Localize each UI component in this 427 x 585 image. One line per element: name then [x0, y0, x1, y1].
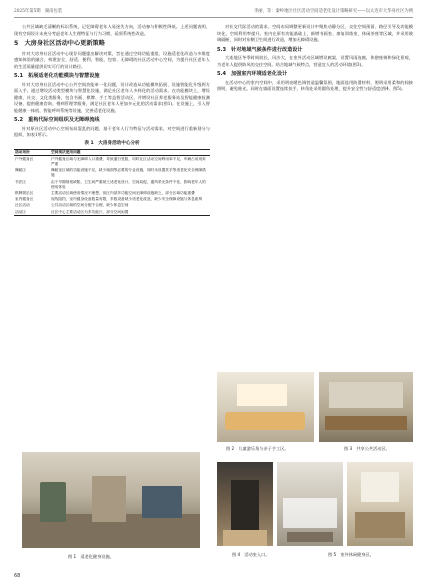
table-cell: 棋牌娱乐区	[15, 190, 34, 195]
body-paragraph: 针对大房身社区活动中心公共空间功能单一化问题，设计改造从功能模块拓展、设施智能化升级两方面入手。通过增设活动类型模块与智慧化设施，满足社区老年人多样化的活动需求。在功能模块上，增设健康、社交、文化类服务，包含书画、棋牌、手工等益智活动区，并增设社区养老服务站及智能健康检测设备，提供健康咨询、慢病管理等服务，满足社区老年人更加多元化的活动需求(图1)。在设施上，引入智能健康一体机、智能呼叫系统等设施，完善适老化设施。	[14, 81, 210, 113]
subsection-heading: 5.1 拓展适老化功能模块与智慧设施	[14, 73, 100, 79]
table-cell: 书法区	[15, 179, 27, 184]
figure-2-photo	[217, 372, 314, 442]
running-title: 李丽，等：秦岭地区社区活动空间适老化设计策略研究——以太连市大华身社区为例	[254, 9, 413, 14]
body-paragraph: 针对大房身社区活动中心现存问题提出解决对策，旨在通过空间功能重组、设施适老化改造与多维度感知体验的融合，构建安全、舒适、便利、智能、包容、无障碍的社区活动中心空间，为提升社区老年人的生活质量提供切实可行的设计路径。	[14, 50, 210, 69]
table-row	[14, 168, 210, 179]
journal-issue: 2025年第5期 湖南包装	[14, 9, 63, 14]
body-paragraph: 大连地区冬季时间较长，风沙大，在室外活动区域增设廊架，设置风雨连廊，休憩座椅和绿化景观，为老年人提供防风的交往空间。结合地域气候特点，营造宜人的活动环境(图3)。	[217, 55, 413, 67]
table-cell: 舞蹈区	[15, 168, 27, 173]
page-number: 68	[14, 573, 21, 579]
table-row	[14, 209, 210, 216]
table-header-cell: 活动场所	[14, 150, 50, 156]
subsection-heading: 5.4 加强室内环境适老化设计	[217, 71, 288, 77]
figure-2-caption: 图 2 儿童游乐角与亲子手工区。	[226, 446, 289, 451]
table-row	[14, 179, 210, 190]
analysis-table	[14, 149, 210, 216]
table-row	[14, 156, 210, 168]
figure-3-photo	[319, 372, 413, 442]
table-cell: 视线阻挡，室内健身设备数量有限，多数设备缺少适老化改造，缺少安全保障设施与休息座椅	[51, 197, 203, 202]
table-header-cell: 空间现状使用问题	[50, 150, 210, 156]
body-paragraph: 在活动中心的室内空间中，采用明亮暖色调营造温馨氛围，地面选用防滑材料，照明采用柔和的间接照明，避免眩光。同时在墙面设置连续扶手，转角处采用圆角处理，提升安全性与舒适度(图4、图5)。	[217, 79, 413, 91]
section-heading: 5 大房身社区活动中心更新策略	[14, 40, 105, 47]
table-cell: 公共活动区域的空间分配不合理，缺少休息空间	[51, 203, 129, 208]
left-column	[14, 24, 210, 216]
table-cell: 户外健身区	[15, 156, 34, 161]
figure-5a-photo	[277, 462, 343, 546]
figure-5b-photo	[347, 462, 413, 546]
table-cell: 由于早期规划缺陷，卫生间严重缺乏适老化设计，空间局促，通风采光条件不佳，影响老年人的使用体验	[51, 179, 206, 189]
running-header	[14, 7, 413, 18]
table-caption: 表 1 大房身活动中心分析	[84, 140, 140, 146]
figure-5-caption: 图 5 室外休闲健身区。	[328, 552, 374, 557]
figure-4-photo	[217, 462, 273, 546]
table-cell: 社区中心主要活动区为多功能厅，部分空间闲置	[50, 209, 210, 216]
subsection-heading: 5.3 针对地域气候条件进行改造设计	[217, 46, 303, 53]
body-paragraph: 公共区域缺乏清晰的标识系统，记忆障碍老年人易迷失方向，活动参与积极性降低。上述问题表明，现有空间设计未充分考虑老年人生理特征与行为习惯，亟须系统性改造。	[14, 24, 210, 36]
figure-3-caption: 图 3 共享公共活动区。	[344, 446, 390, 451]
table-cell: 舞蹈室区域的功能设施不足，缺少镜面等必要的专业设施，同时未设置扶手等适老化安全保障措施	[51, 168, 206, 178]
table-cell: 户外健身区域与无障碍入口重叠，导致通行受阻，同时社区活动空间利用率不足，车辆占用现象严重	[51, 156, 206, 166]
figure-4-caption: 图 4 活动室入口。	[232, 552, 270, 557]
right-column	[217, 24, 413, 93]
body-paragraph: 对社交代际活动的需求，空间布局调整更新设计中聚焦动静分区、交往空间预留、路径引导及功能模块化，空间利用率提升。室内在原有功能基础上，新增书画室、康复训练室、休闲茶座等区域，并采用玻璃隔断，同时对东侧卫生间进行改造，增加无障碍设施。	[217, 24, 413, 42]
body-paragraph: 针对原社区活动中心空间布局混乱的问题，基于老年人行为特征与活动需求，对空间进行重新划分与组织，如表1所示。	[14, 125, 210, 137]
table-cell: 社区活动	[15, 203, 30, 208]
table-cell: 活动区	[14, 209, 50, 216]
subsection-heading: 5.2 重构代际空间组织及无障碍流线	[14, 117, 100, 123]
figure-1-caption: 图 1 适老化健身设施。	[68, 554, 114, 559]
figure-1-photo	[22, 452, 200, 548]
table-cell: 主要活动区域使用情况不理想，但区内部多功能空间无障碍设施缺乏，部分区域功能重叠	[51, 190, 195, 195]
table-cell: 室内健身区	[15, 197, 34, 202]
